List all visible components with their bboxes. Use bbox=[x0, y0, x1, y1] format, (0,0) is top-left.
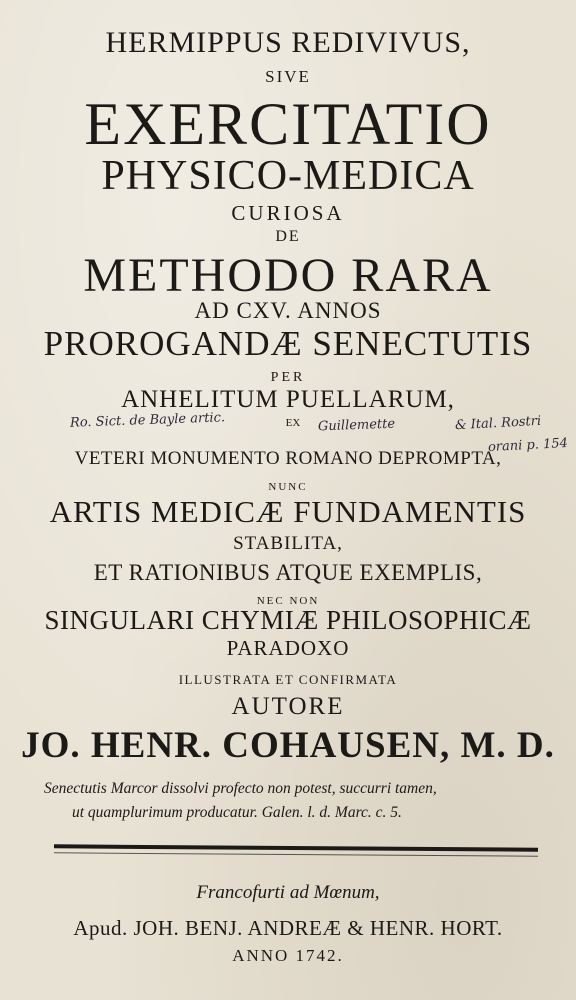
divider-rule bbox=[54, 852, 538, 856]
title-et-rationibus: ET RATIONIBUS ATQUE EXEMPLIS, bbox=[93, 560, 483, 585]
handwritten-note: & Ital. Rostri bbox=[454, 413, 542, 434]
imprint-place: Francofurti ad Mœnum, bbox=[196, 882, 380, 903]
title-paradoxo: PARADOXO bbox=[226, 636, 350, 660]
author-name: JO. HENR. COHAUSEN, M. D. bbox=[21, 725, 555, 766]
handwritten-note: Guillemette bbox=[317, 416, 396, 435]
motto-line: Senectutis Marcor dissolvi profecto non potest, succurri tamen, bbox=[44, 780, 437, 797]
title-nunc: NUNC bbox=[268, 481, 308, 493]
title-autore: AUTORE bbox=[231, 693, 345, 720]
title-curiosa: CURIOSA bbox=[231, 201, 345, 225]
title-anhelitum: ANHELITUM PUELLARUM, bbox=[121, 386, 455, 413]
title-sive: SIVE bbox=[265, 67, 311, 86]
title-stabilita: STABILITA, bbox=[233, 533, 343, 554]
title-hermippus: HERMIPPUS REDIVIVUS, bbox=[105, 26, 471, 59]
imprint-publisher: Apud. JOH. BENJ. ANDREÆ & HENR. HORT. bbox=[73, 916, 503, 940]
imprint-year: ANNO 1742. bbox=[232, 946, 344, 965]
title-nec-non: NEC NON bbox=[256, 595, 320, 607]
title-methodo-rara: METHODO RARA bbox=[83, 249, 493, 302]
title-veteri: VETERI MONUMENTO ROMANO DEPROMPTA, bbox=[74, 448, 502, 469]
title-ad-annos: AD CXV. ANNOS bbox=[194, 298, 382, 323]
title-exercitatio: EXERCITATIO bbox=[84, 91, 492, 157]
motto-line: ut quamplurimum producatur. Galen. l. d. Marc. c. 5. bbox=[72, 804, 402, 821]
title-proroganda: PROROGANDÆ SENECTUTIS bbox=[43, 324, 533, 363]
title-ex: EX bbox=[285, 417, 301, 429]
title-per: PER bbox=[270, 370, 306, 385]
title-physico-medica: PHYSICO-MEDICA bbox=[101, 153, 475, 199]
handwritten-note: Ro. Sict. de Bayle artic. bbox=[69, 410, 226, 431]
title-artis: ARTIS MEDICÆ FUNDAMENTIS bbox=[49, 494, 527, 529]
title-de: DE bbox=[275, 228, 301, 245]
divider-rule bbox=[54, 844, 538, 851]
title-illustrata: ILLUSTRATA ET CONFIRMATA bbox=[178, 672, 398, 687]
handwritten-note: orani p. 154 bbox=[487, 435, 569, 456]
title-singulari: SINGULARI CHYMIÆ PHILOSOPHICÆ bbox=[44, 605, 532, 635]
